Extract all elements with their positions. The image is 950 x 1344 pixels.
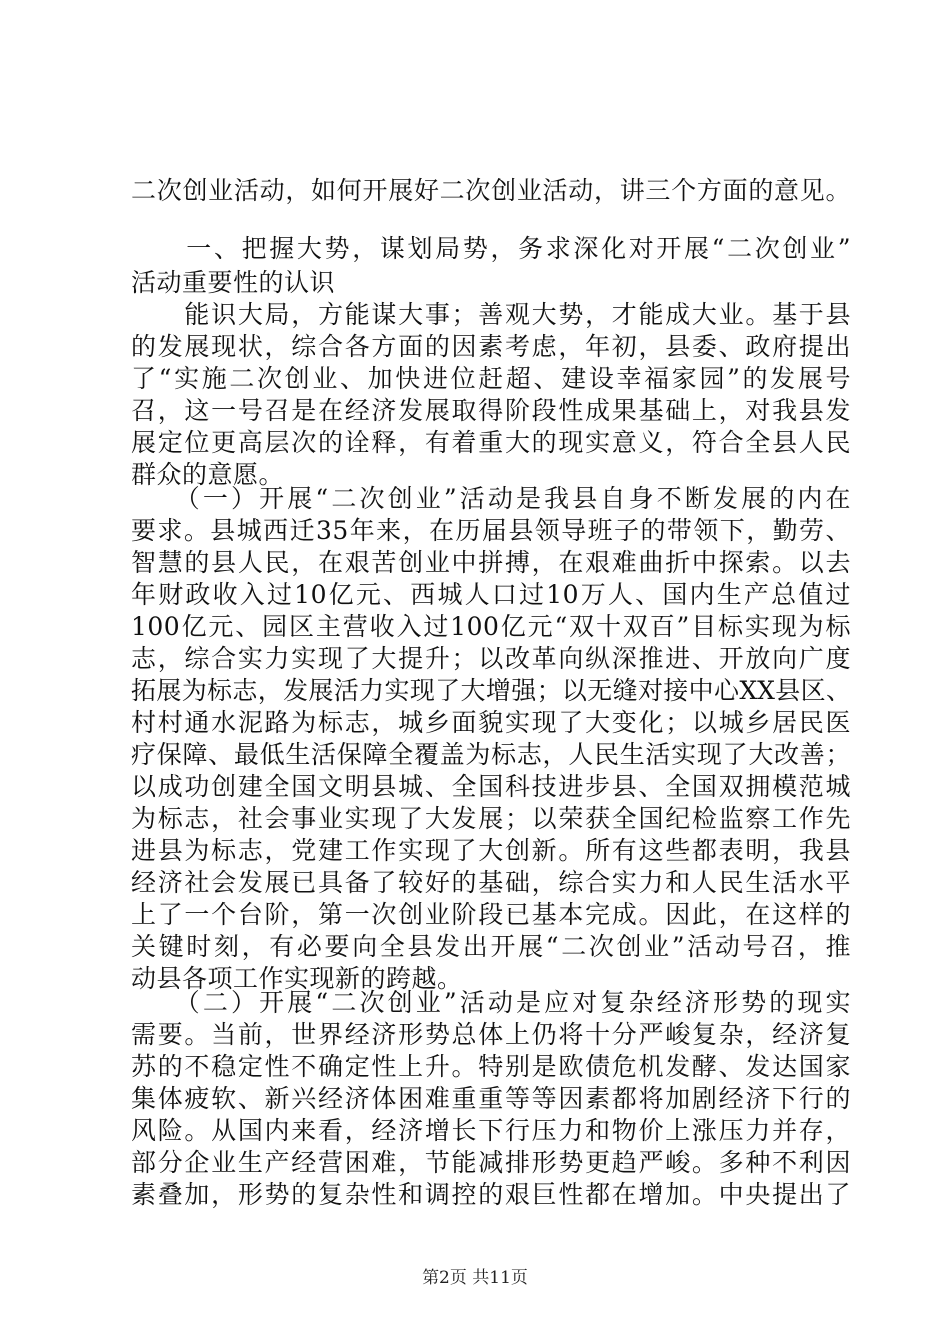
- text-line: 100亿元、园区主营收入过100亿元“双十双百”目标实现为标: [131, 612, 851, 641]
- text-line: 展定位更高层次的诠释，有着重大的现实意义，符合全县人民: [131, 428, 851, 457]
- text-line: 二次创业活动，如何开展好二次创业活动，讲三个方面的意见。: [131, 176, 851, 205]
- page-footer: [0, 1268, 950, 1288]
- text-line: 要求。县城西迁35年来，在历届县领导班子的带领下，勤劳、: [131, 516, 851, 545]
- text-line: 能识大局，方能谋大事；善观大势，才能成大业。基于县: [131, 300, 851, 329]
- text-line: （二）开展“二次创业”活动是应对复杂经济形势的现实: [131, 988, 851, 1017]
- text-line: 苏的不稳定性不确定性上升。特别是欧债危机发酵、发达国家: [131, 1052, 851, 1081]
- section-heading-line: 活动重要性的认识: [131, 268, 336, 297]
- text-line: 以成功创建全国文明县城、全国科技进步县、全国双拥模范城: [131, 772, 851, 801]
- text-line: 素叠加，形势的复杂性和调控的艰巨性都在增加。中央提出了: [131, 1180, 851, 1209]
- text-line: 疗保障、最低生活保障全覆盖为标志，人民生活实现了大改善；: [131, 740, 851, 769]
- text-line: 拓展为标志，发展活力实现了大增强；以无缝对接中心XX县区、: [131, 676, 851, 705]
- text-line: （一）开展“二次创业”活动是我县自身不断发展的内在: [131, 484, 851, 513]
- text-line: 集体疲软、新兴经济体困难重重等等因素都将加剧经济下行的: [131, 1084, 851, 1113]
- text-line: 关键时刻，有必要向全县发出开展“二次创业”活动号召，推: [131, 932, 851, 961]
- text-line: 的发展现状，综合各方面的因素考虑，年初，县委、政府提出: [131, 332, 851, 361]
- text-line: 需要。当前，世界经济形势总体上仍将十分严峻复杂，经济复: [131, 1020, 851, 1049]
- text-line: 部分企业生产经营困难，节能减排形势更趋严峻。多种不利因: [131, 1148, 851, 1177]
- text-line: 了“实施二次创业、加快进位赶超、建设幸福家园”的发展号: [131, 364, 851, 393]
- text-line: 经济社会发展已具备了较好的基础，综合实力和人民生活水平: [131, 868, 851, 897]
- text-line: 智慧的县人民，在艰苦创业中拼搏，在艰难曲折中探索。以去: [131, 548, 851, 577]
- text-line: 志，综合实力实现了大提升；以改革向纵深推进、开放向广度: [131, 644, 851, 673]
- text-line: 动县各项工作实现新的跨越。: [131, 964, 463, 993]
- text-line: 村村通水泥路为标志，城乡面貌实现了大变化；以城乡居民医: [131, 708, 851, 737]
- section-heading-line: 一、把握大势，谋划局势，务求深化对开展“二次创业”: [131, 234, 851, 263]
- text-line: 召，这一号召是在经济发展取得阶段性成果基础上，对我县发: [131, 396, 851, 425]
- page-number: 第2页 共11页: [422, 1268, 528, 1288]
- text-line: 为标志，社会事业实现了大发展；以荣获全国纪检监察工作先: [131, 804, 851, 833]
- text-line: 风险。从国内来看，经济增长下行压力和物价上涨压力并存，: [131, 1116, 851, 1145]
- text-line: 进县为标志，党建工作实现了大创新。所有这些都表明，我县: [131, 836, 851, 865]
- text-line: 上了一个台阶，第一次创业阶段已基本完成。因此，在这样的: [131, 900, 851, 929]
- text-line: 群众的意愿。: [131, 460, 285, 489]
- text-line: 年财政收入过10亿元、西城人口过10万人、国内生产总值过: [131, 580, 851, 609]
